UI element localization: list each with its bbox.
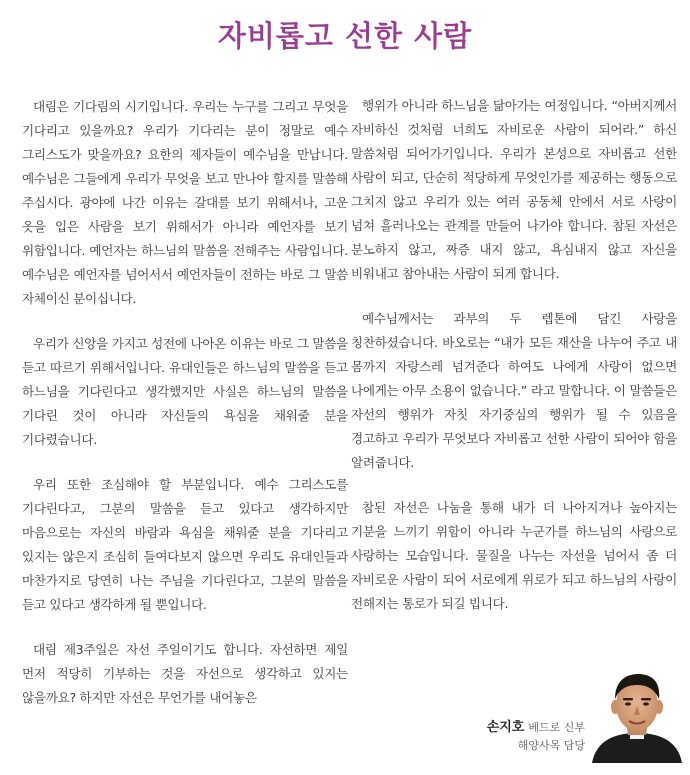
author-photo xyxy=(588,671,686,763)
paragraph: 우리 또한 조심해야 할 부분입니다. 예수 그리스도를 기다린다고, 그분의 말씀을 듣고 있다고 생각하지만 마음으로는 자신의 바람과 욕심을 채워줄 분을 기다리고 있지는 않은지 조심히 들여다보지 않으면 우리도 유대인들과 마찬가지로 당연히 나는 주님을 기다린다고, 그분의 말씀을 듣고 있다고 생각하게 될 뿐입니다. xyxy=(22,477,348,612)
right-column xyxy=(351,94,677,637)
page-title: 자비롭고 선한 사람 xyxy=(217,19,473,53)
author-role: 베드로 신부 xyxy=(528,721,585,734)
paragraph: 대림은 기다림의 시기입니다. 우리는 누구를 그리고 무엇을 기다리고 있을까요? 우리가 기다리는 분이 정말로 예수 그리스도가 맞을까요? 요한의 제자들이 예수님을 만납니다. 예수님은 그들에게 우리가 무엇을 보고 만나야 할지를 말씀해 주십시다. 광야에 나간 이유는 갈대를 보기 위해서나, 고운 옷을 입은 사람을 보기 위해서가 아니라 예언자를 보기 위함입니다. 예언자는 하느님의 말씀을 전해주는 사람입니다. 예수님은 예언자를 넘어서서 예언자들이 전하는 바로 그 말씀 자체이신 분이십니다. xyxy=(22,99,348,306)
paragraph: 예수님께서는 과부의 두 렙톤에 담긴 사랑을 칭찬하셨습니다. 바오로는 “내가 모든 재산을 나누어 주고 내 몸까지 자랑스레 넘겨준다 하여도 나에게 사랑이 없으면 나에게는 아무 소용이 없습니다.” 라고 말합니다. 이 말씀들은 자선의 행위가 자칫 자기중심의 행위가 될 수 있음을 경고하고 우리가 무엇보다 자비롭고 선한 사람이 되어야 함을 알려줍니다. xyxy=(351,311,677,470)
left-column xyxy=(22,95,348,731)
author-portrait-icon xyxy=(588,671,686,763)
author-byline xyxy=(440,718,585,755)
paragraph: 행위가 아니라 하느님을 닮아가는 여정입니다. “아버지께서 자비하신 것처럼 너희도 자비로운 사람이 되어라.” 하신 말씀처럼 되어가기입니다. 우리가 본성으로 자비롭고 선한 사람이 되고, 단순히 적당하게 무엇인가를 제공하는 행동으로 그치지 않고 우리가 있는 여러 공동체 안에서 서로 사랑이 넘쳐 흘러나오는 관계를 만들어 나가야 합니다. 참된 자선은 분노하지 않고, 짜증 내지 않고, 욕심내지 않고 자신을 비워내고 참아내는 사람이 되게 합니다. xyxy=(351,98,677,281)
author-name: 손지호 xyxy=(486,720,525,735)
paragraph: 우리가 신앙을 가지고 성전에 나아온 이유는 바로 그 말씀을 듣고 따르기 위해서입니다. 유대인들은 하느님의 말씀을 듣고 하느님을 기다린다고 생각했지만 사실은 하느님의 말씀을 기다린 것이 아니라 자신들의 욕심을 채워줄 분을 기다렸습니다. xyxy=(22,336,348,447)
paragraph: 참된 자선은 나눔을 통해 내가 더 나아지거나 높아지는 기분을 느끼기 위함이 아니라 누군가를 하느님의 사랑으로 사랑하는 모습입니다. 물질을 나누는 자선을 넘어서 좀 더 자비로운 사람이 되어 서로에게 위로가 되고 하느님의 사랑이 전해지는 통로가 되길 빕니다. xyxy=(351,500,677,611)
author-org: 해양사목 담당 xyxy=(517,739,585,752)
paragraph: 대림 제3주일은 자선 주일이기도 합니다. 자선하면 제일 먼저 적당히 기부하는 것을 자선으로 생각하고 있지는 않을까요? 하지만 자선은 무언가를 내어놓은 xyxy=(22,642,348,705)
